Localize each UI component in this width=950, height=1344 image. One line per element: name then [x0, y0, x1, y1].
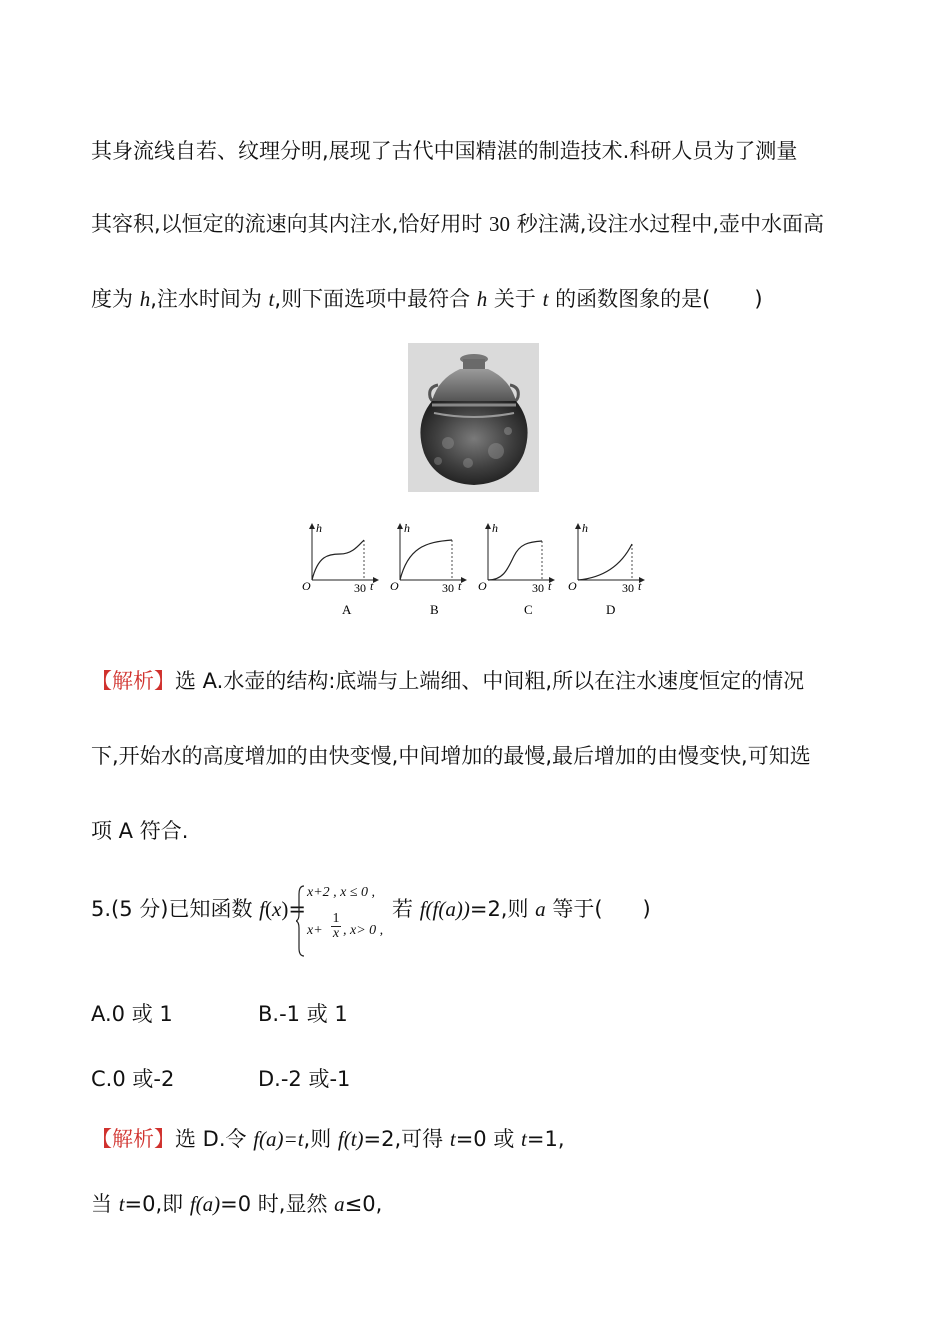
piecewise-brace	[296, 884, 306, 958]
graph-d-origin-label: O	[568, 579, 577, 593]
analysis5-line-2: 当 t=0,即 f(a)=0 时,显然 a≤0,	[91, 1192, 383, 1216]
graph-b-t-label: t	[458, 579, 462, 593]
graph-a-t-label: t	[370, 579, 374, 593]
graph-d-label: D	[606, 602, 616, 617]
graph-b-origin-label: O	[390, 579, 399, 593]
graph-b	[390, 521, 466, 617]
graph-c-tick-label: 30	[532, 581, 544, 595]
graph-d-h-label: h	[582, 521, 588, 535]
fraction-denominator: x	[332, 926, 340, 941]
analysis-tag: 【解析】	[91, 1127, 175, 1151]
option-c: C.0 或-2	[91, 1067, 175, 1091]
analysis4-line-2: 下,开始水的高度增加的由快变慢,中间增加的最慢,最后增加的由慢变快,可知选	[91, 744, 811, 768]
graph-a-origin-label: O	[302, 579, 311, 593]
option-b: B.-1 或 1	[258, 1002, 348, 1026]
graph-c-label: C	[524, 602, 533, 617]
fraction-numerator: 1	[332, 911, 340, 926]
graph-b-tick-label: 30	[442, 581, 454, 595]
q5-stem: 5.(5 分)已知函数 f(x)=	[91, 897, 306, 921]
piece-2-rest: , x> 0 ,	[343, 923, 384, 938]
analysis4-line-3: 项 A 符合.	[91, 819, 189, 843]
graph-b-label: B	[430, 602, 439, 617]
graph-a-label: A	[342, 602, 352, 617]
graph-a-h-label: h	[316, 521, 322, 535]
graph-c-h-label: h	[492, 521, 498, 535]
graph-c-t-label: t	[548, 579, 552, 593]
vase-photo	[408, 343, 539, 492]
q5-condition: 若 f(f(a))=2,则 a 等于( )	[392, 897, 651, 921]
analysis4-line-1: 【解析】选 A.水壶的结构:底端与上端细、中间粗,所以在注水速度恒定的情况	[91, 669, 805, 693]
fraction	[331, 912, 341, 941]
graph-d-tick-label: 30	[622, 581, 634, 595]
graph-c	[478, 521, 554, 617]
option-d: D.-2 或-1	[258, 1067, 351, 1091]
graph-a	[302, 521, 378, 617]
q4-line-2: 其容积,以恒定的流速向其内注水,恰好用时 30 秒注满,设注水过程中,壶中水面高	[91, 212, 825, 236]
option-a: A.0 或 1	[91, 1002, 173, 1026]
function-graphs	[290, 518, 660, 623]
graph-d	[568, 521, 644, 617]
analysis5-line-1: 【解析】选 D.令 f(a)=t,则 f(t)=2,可得 t=0 或 t=1,	[91, 1127, 565, 1151]
piece-1: x+2 , x ≤ 0 ,	[307, 885, 376, 900]
graph-d-t-label: t	[638, 579, 642, 593]
graph-c-origin-label: O	[478, 579, 487, 593]
graph-b-h-label: h	[404, 521, 410, 535]
analysis-tag: 【解析】	[91, 669, 175, 693]
piece-2-prefix: x+	[307, 923, 323, 938]
graph-a-tick-label: 30	[354, 581, 366, 595]
q4-line-1: 其身流线自若、纹理分明,展现了古代中国精湛的制造技术.科研人员为了测量	[91, 139, 798, 163]
q4-line-3: 度为 h,注水时间为 t,则下面选项中最符合 h 关于 t 的函数图象的是( )	[91, 287, 763, 311]
